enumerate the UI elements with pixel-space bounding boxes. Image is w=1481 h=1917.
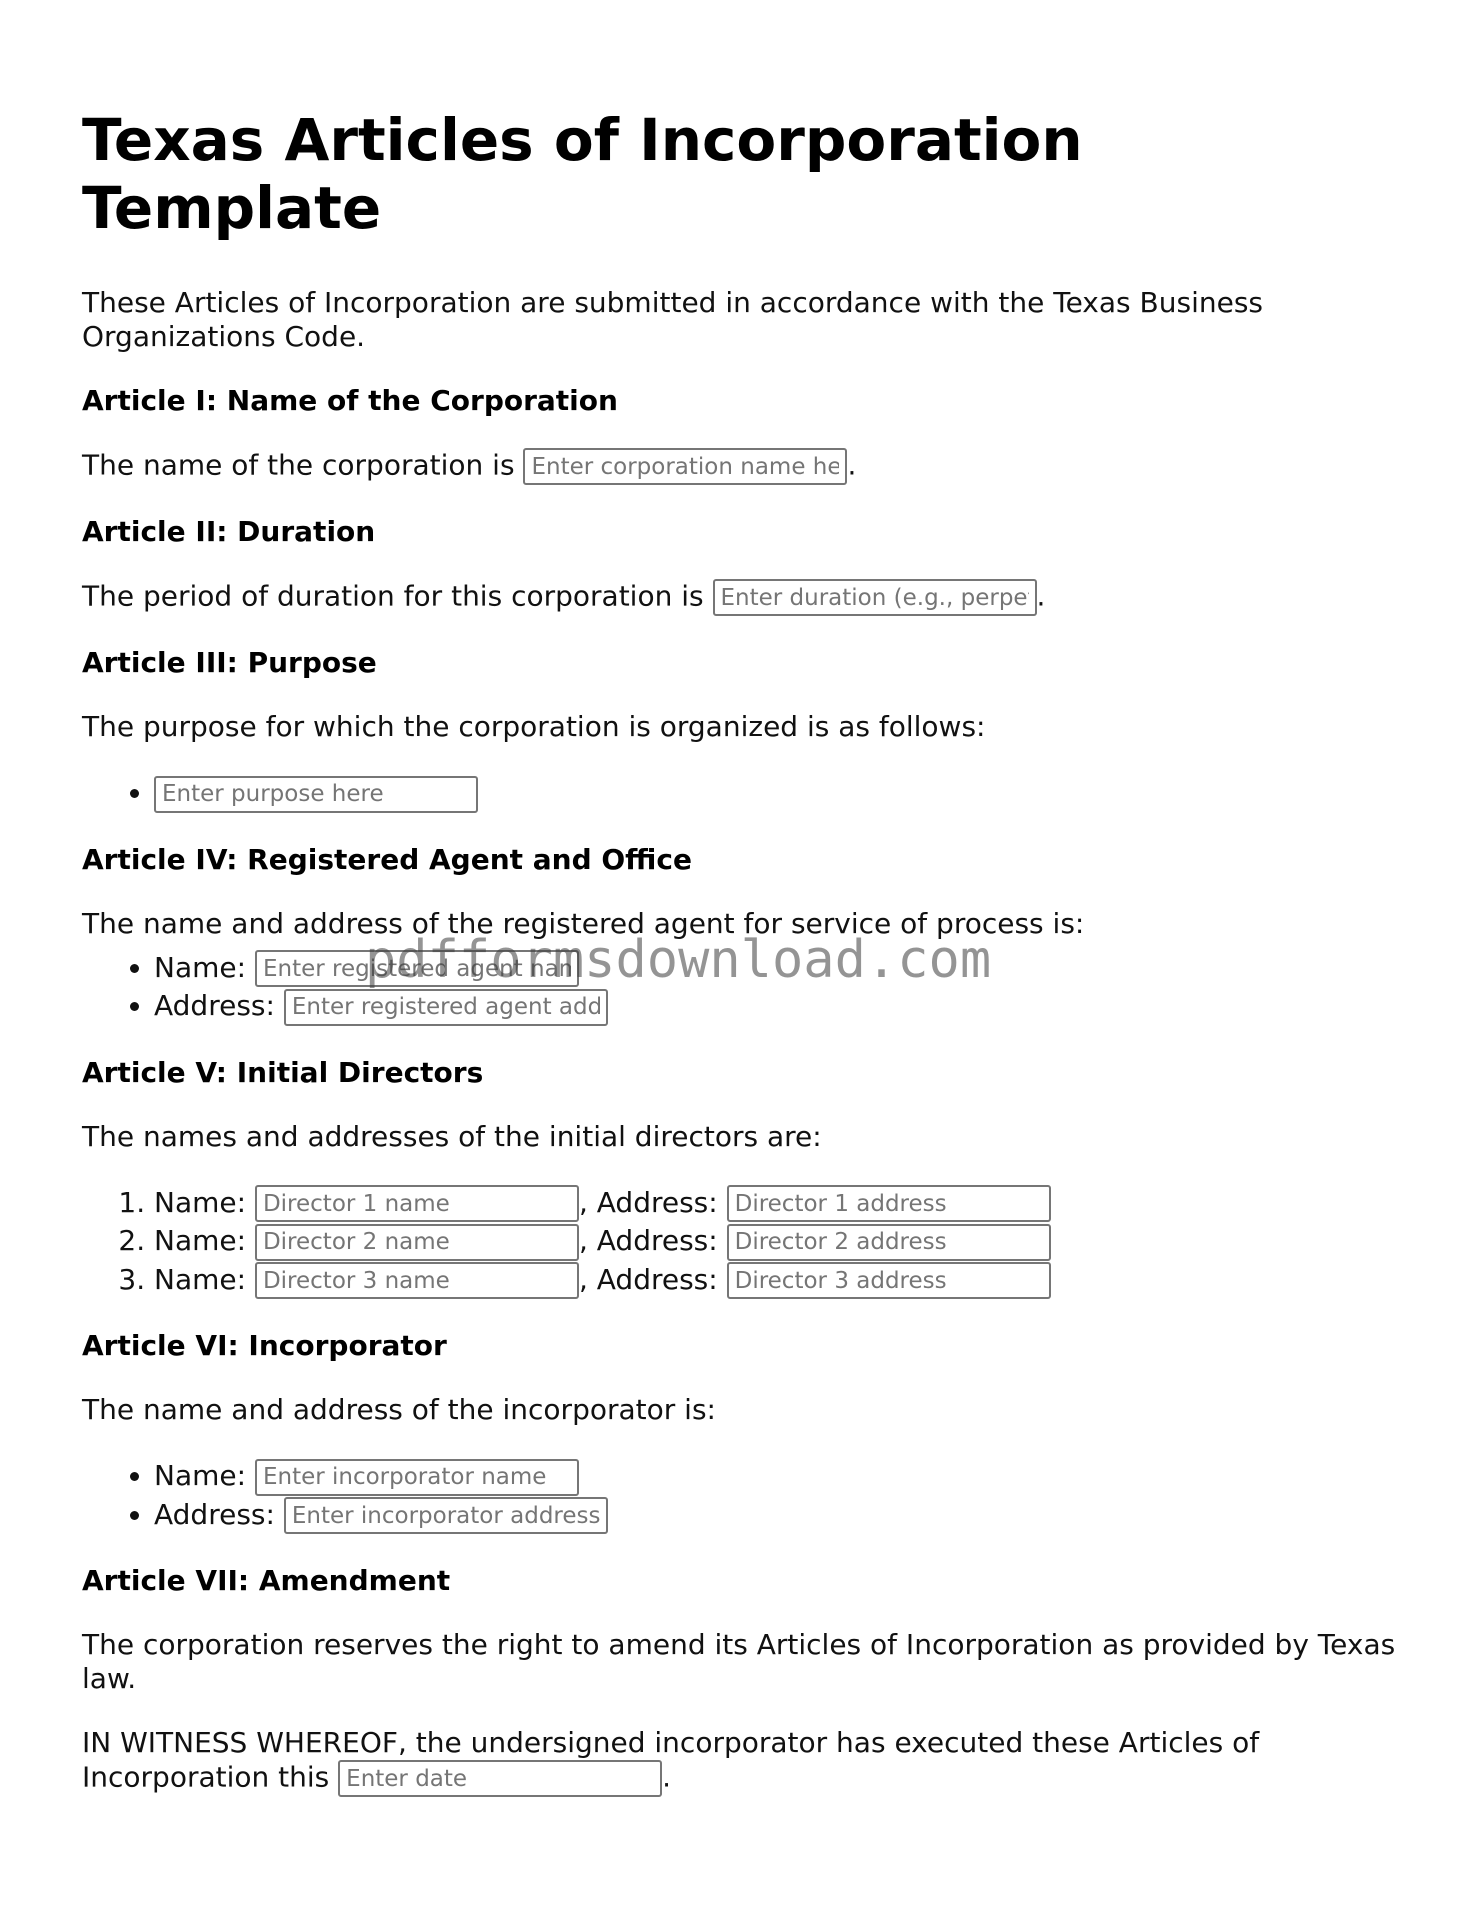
incorporator-address-input[interactable] (284, 1497, 608, 1534)
period: . (662, 1760, 672, 1794)
purpose-list (82, 774, 1402, 813)
article-2-heading: Article II: Duration (82, 515, 376, 548)
corporation-name-input[interactable] (523, 448, 847, 485)
list-item (154, 1184, 1402, 1223)
page-title: Texas Articles of Incorporation Template (82, 106, 1083, 242)
list-item (154, 1222, 1402, 1261)
article-6-heading: Article VI: Incorporator (82, 1329, 447, 1362)
witness-text (82, 1726, 1402, 1797)
article-6-text: The name and address of the incorporator is: (82, 1393, 716, 1426)
article-4-text: The name and address of the registered agent for service of process is: (82, 906, 1085, 940)
intro-text: These Articles of Incorporation are submitted in accordance with the Texas Business Organizations Code. (82, 286, 1263, 353)
article-7-text: The corporation reserves the right to amend its Articles of Incorporation as provided by Texas law. (82, 1628, 1396, 1695)
agent-name-label: Name: (154, 950, 247, 984)
agent-address-input[interactable] (284, 989, 608, 1026)
director-2-address-input[interactable] (727, 1224, 1051, 1261)
director-address-label: , Address: (578, 1262, 718, 1296)
director-1-address-input[interactable] (727, 1185, 1051, 1222)
director-address-label: , Address: (578, 1185, 718, 1219)
list-item (154, 774, 1402, 813)
director-1-name-input[interactable] (255, 1185, 579, 1222)
period: . (1036, 579, 1046, 613)
list-item (154, 987, 1402, 1026)
list-item (154, 1496, 1402, 1535)
incorporator-list (82, 1457, 1402, 1534)
list-item (154, 1457, 1402, 1496)
witness-sentence: IN WITNESS WHEREOF, the undersigned incorporator has executed these Articles of Incorporation this (82, 1726, 1260, 1794)
watermark: pdfformsdownload.com (365, 930, 992, 990)
article-1-sentence: The name of the corporation is (82, 448, 515, 482)
director-3-name-input[interactable] (255, 1262, 579, 1299)
period: . (847, 448, 857, 482)
article-2-sentence: The period of duration for this corporation is (82, 579, 704, 613)
article-1-heading: Article I: Name of the Corporation (82, 384, 618, 417)
article-2-text (82, 579, 1402, 616)
incorporator-name-input[interactable] (255, 1459, 579, 1496)
article-3-text: The purpose for which the corporation is organized is as follows: (82, 710, 986, 743)
director-2-name-input[interactable] (255, 1224, 579, 1261)
registered-agent-list (82, 949, 1402, 1026)
director-3-address-input[interactable] (727, 1262, 1051, 1299)
incorporator-address-label: Address: (154, 1497, 275, 1531)
article-4-heading: Article IV: Registered Agent and Office (82, 842, 692, 876)
directors-list (82, 1184, 1402, 1300)
article-5-heading: Article V: Initial Directors (82, 1055, 484, 1089)
director-name-label: Name: (154, 1224, 247, 1257)
agent-address-label: Address: (154, 989, 275, 1022)
list-item (154, 949, 1402, 988)
duration-input[interactable] (713, 579, 1037, 616)
article-5-text: The names and addresses of the initial directors are: (82, 1119, 822, 1153)
incorporator-name-label: Name: (154, 1459, 247, 1492)
list-item (154, 1261, 1402, 1300)
director-name-label: Name: (154, 1185, 247, 1219)
date-input[interactable] (338, 1760, 662, 1797)
director-name-label: Name: (154, 1262, 247, 1296)
agent-name-input[interactable] (255, 950, 579, 987)
article-1-text (82, 448, 1402, 485)
purpose-input[interactable] (154, 776, 478, 813)
article-3-heading: Article III: Purpose (82, 646, 377, 679)
article-7-heading: Article VII: Amendment (82, 1564, 451, 1597)
document (82, 0, 1402, 1797)
director-address-label: , Address: (578, 1224, 718, 1257)
